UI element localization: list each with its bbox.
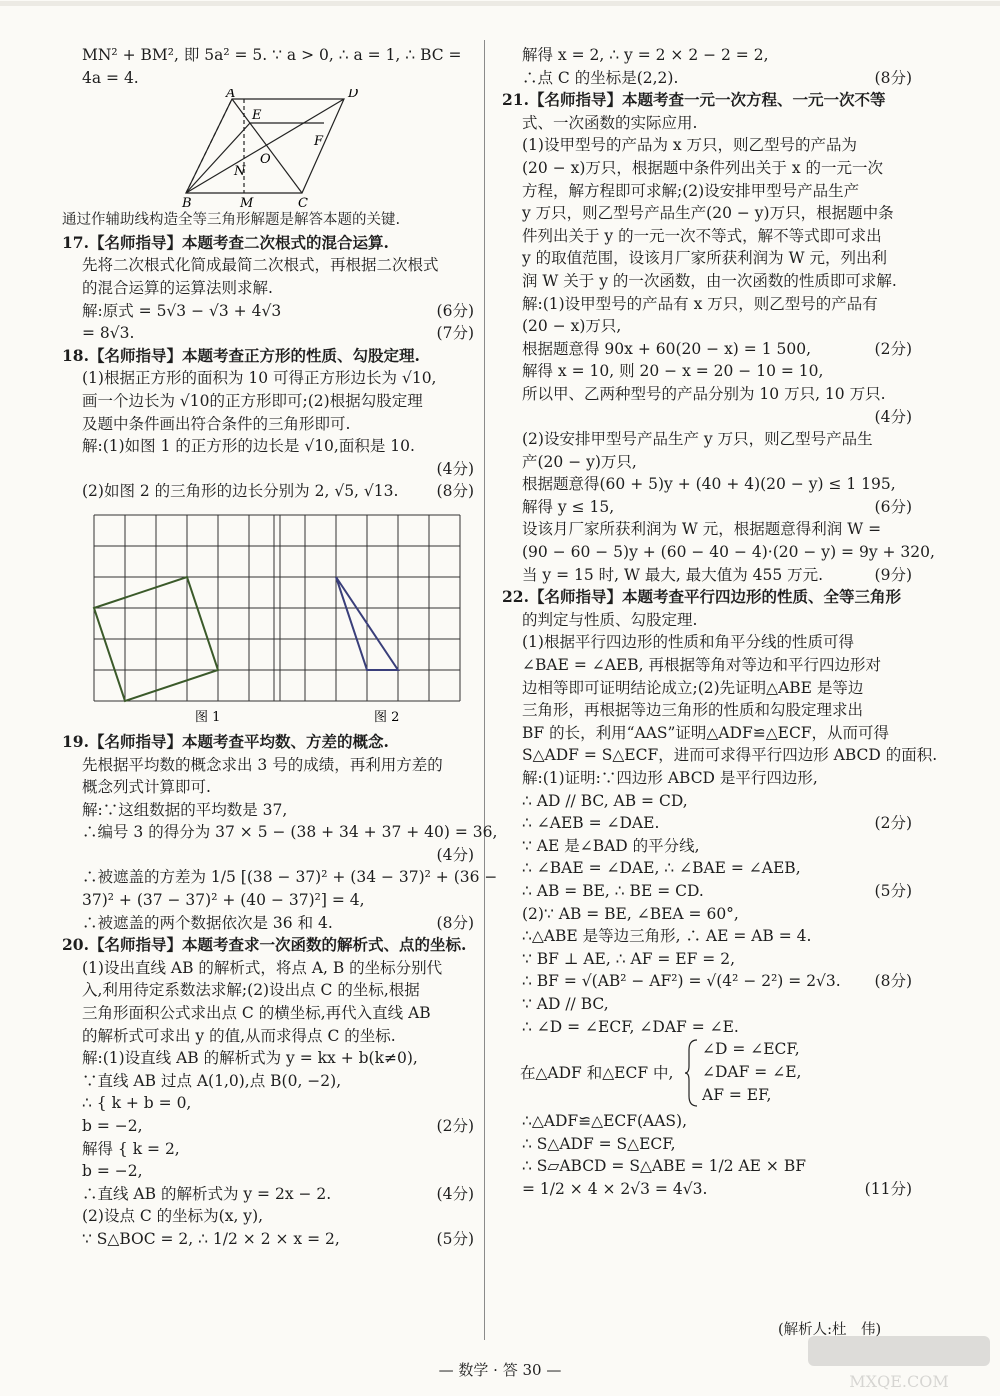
line-text: (2)∵ AB = BE, ∠BEA = 60°, <box>522 904 739 923</box>
text-line <box>502 722 912 745</box>
text-line <box>502 44 912 67</box>
score-marker: (9分) <box>874 565 912 584</box>
line-text: ∴ ∠AEB = ∠DAE. <box>522 814 660 833</box>
text-line <box>62 1092 474 1115</box>
line-text: 三角形面积公式求出点 C 的横坐标,再代入直线 AB <box>82 1004 431 1023</box>
text-line <box>502 564 912 587</box>
score-marker: (4分) <box>436 459 474 478</box>
line-text: (1)设出直线 AB 的解析式，将点 A, B 的坐标分别代 <box>82 958 443 977</box>
text-line <box>502 1178 912 1201</box>
line-text: y 的取值范围，设该月厂家所获利润为 W 元，列出利 <box>522 249 887 268</box>
question-heading <box>62 232 474 255</box>
line-text: ∴△ADF≌△ECF(AAS), <box>522 1112 688 1131</box>
text-line <box>62 44 474 67</box>
label-n: N <box>234 164 246 180</box>
text-line <box>502 428 912 451</box>
text-line <box>62 1047 474 1070</box>
text-line <box>502 1155 912 1178</box>
line-text <box>62 846 82 864</box>
text-line <box>502 744 938 767</box>
text-line <box>502 134 912 157</box>
line-text: BF 的长，利用“AAS”证明△ADF≌△ECF，从而可得 <box>522 723 890 742</box>
score-marker: (7分) <box>436 324 474 343</box>
question-heading <box>62 345 474 368</box>
text-line <box>62 1115 474 1138</box>
text-line <box>62 1025 474 1048</box>
cases-brace <box>685 1038 699 1108</box>
label-c: C <box>298 196 308 210</box>
text-line <box>502 406 912 429</box>
text-line <box>62 1002 474 1025</box>
line-text: 润 W 关于 y 的一次函数，由一次函数的性质即可求解. <box>522 271 897 290</box>
note-line: 通过作辅助线构造全等三角形解题是解答本题的关键. <box>62 212 401 229</box>
text-line <box>62 821 498 844</box>
line-text: 解:∵这组数据的平均数是 37, <box>82 800 288 819</box>
text-line <box>502 338 912 361</box>
score-marker: (6分) <box>874 497 912 516</box>
text-line <box>62 889 474 912</box>
question-heading <box>502 586 912 609</box>
line-text: ∵ BF ⊥ AE, ∴ AF = EF = 2, <box>522 949 736 968</box>
text-line <box>502 925 912 948</box>
text-line <box>62 1205 474 1228</box>
line-text: ∴ ∠D = ∠ECF, ∠DAF = ∠E. <box>522 1017 739 1036</box>
line-text: 18.【名师指导】本题考查正方形的性质、勾股定理. <box>62 345 420 365</box>
line-text <box>502 408 522 426</box>
score-marker: (8分) <box>436 913 474 932</box>
line-text: 解:(1)设直线 AB 的解析式为 y = kx + b(k≠0), <box>82 1049 418 1068</box>
q18 <box>62 345 474 503</box>
line-text: (2)设点 C 的坐标为(x, y), <box>82 1207 264 1226</box>
line-text: 解得 y ≤ 15, <box>522 497 615 516</box>
score-marker: (8分) <box>436 482 474 501</box>
text-line <box>62 957 474 980</box>
line-text: 三角形，再根据等边三角形的性质和勾股定理求出 <box>522 701 864 720</box>
text-line <box>502 767 912 790</box>
label-m: M <box>240 196 254 210</box>
text-line <box>502 451 912 474</box>
text-line <box>502 473 912 496</box>
text-line <box>502 157 912 180</box>
line-text: ∠BAE = ∠AEB, 再根据等角对等边和平行四边形对 <box>522 656 881 675</box>
line-text: ∴ S△ADF = S△ECF, <box>522 1134 676 1153</box>
q19 <box>62 731 498 934</box>
question-heading <box>62 731 474 754</box>
q20-continued <box>502 44 912 89</box>
line-text: 件列出关于 y 的一元一次不等式，解不等式即可求出 <box>522 226 882 245</box>
line-text: 解:(1)设甲型号的产品有 x 万只，则乙型号的产品有 <box>522 294 878 313</box>
line-text: 解:(1)如图 1 的正方形的边长是 √10,面积是 10. <box>82 437 415 456</box>
text-line <box>502 631 912 654</box>
line-text: 22.【名师指导】本题考查平行四边形的性质、全等三角形 <box>502 587 901 607</box>
line-text: 画一个边长为 √10的正方形即可;(2)根据勾股定理 <box>82 391 423 410</box>
line-text: (20 − x)万只，根据题中条件列出关于 x 的一元一次 <box>522 158 883 177</box>
text-line <box>62 322 474 345</box>
line-text: ∴被遮盖的两个数据依次是 36 和 4. <box>82 913 333 932</box>
score-marker: (4分) <box>874 407 912 426</box>
left-column <box>62 44 498 1251</box>
watermark-text: MXQE.COM <box>849 1372 949 1391</box>
grid-figure-1 <box>94 515 280 701</box>
label-e: E <box>252 108 262 124</box>
score-marker: (6分) <box>436 301 474 320</box>
line-text: ∴ AD // BC, AB = CD, <box>522 791 688 810</box>
line-text: ∴ { k + b = 0, <box>82 1094 192 1113</box>
line-text: 当 y = 15 时, W 最大, 最大值为 455 万元. <box>522 565 824 584</box>
line-text: (2)设安排甲型号产品生产 y 万只，则乙型号产品生 <box>522 430 873 449</box>
watermark-logo <box>804 1332 994 1392</box>
line-text: ∴被遮盖的方差为 1/5 [(38 − 37)² + (34 − 37)² + (36 − <box>82 868 498 887</box>
grid-figure-2 <box>274 515 460 701</box>
line-text: 产(20 − y)万只, <box>522 452 637 471</box>
text-line <box>62 458 474 481</box>
page-footer: — 数学 · 答 30 — <box>438 1361 562 1379</box>
q17 <box>62 232 474 345</box>
text-line <box>62 67 474 90</box>
line-text: (1)根据正方形的面积为 10 可得正方形边长为 √10, <box>82 369 437 388</box>
score-marker: (2分) <box>436 1117 474 1135</box>
score-marker: (11分) <box>864 1179 912 1198</box>
grid-figures <box>62 509 474 731</box>
line-text: y 万只，则乙型号产品生产(20 − y)万只，根据题中条 <box>522 204 894 223</box>
label-d: D <box>348 89 359 102</box>
text-line <box>62 1228 474 1251</box>
label-a: A <box>226 89 236 102</box>
line-text: ∵ S△BOC = 2, ∴ 1/2 × 2 × x = 2, <box>82 1229 340 1248</box>
line-text: 19.【名师指导】本题考查平均数、方差的概念. <box>62 731 389 751</box>
text-line <box>62 413 474 436</box>
text-line <box>502 857 912 880</box>
line-text: (1)根据平行四边形的性质和角平分线的性质可得 <box>522 633 854 652</box>
label-o: O <box>260 152 271 168</box>
text-line <box>62 776 474 799</box>
case-1: ∠D = ∠ECF, <box>702 1040 800 1059</box>
line-text: S△ADF = S△ECF，进而可求得平行四边形 ABCD 的面积. <box>522 746 938 765</box>
line-text <box>62 460 82 478</box>
line-text: (20 − x)万只, <box>522 317 622 336</box>
text-line <box>502 970 912 993</box>
case-3: AF = EF, <box>702 1086 772 1105</box>
line-text: 先将二次根式化简成最简二次根式，再根据二次根式 <box>82 256 439 275</box>
text-line <box>502 1110 912 1133</box>
text-line <box>502 315 912 338</box>
text-line <box>502 112 912 135</box>
grid-figures-svg <box>62 509 474 731</box>
line-text: 边相等即可证明结论成立;(2)先证明△ABE 是等边 <box>522 678 864 697</box>
line-text: ∵ AE 是∠BAD 的平分线, <box>522 836 700 855</box>
line-text: 解:原式 = 5√3 − √3 + 4√3 <box>82 301 282 320</box>
question-heading <box>502 89 912 112</box>
line-text: (2)如图 2 的三角形的边长分别为 2, √5, √13. <box>82 482 399 501</box>
score-marker: (2分) <box>874 339 912 358</box>
text-line <box>62 300 474 323</box>
score-marker: (5分) <box>874 881 912 900</box>
line-text: 的混合运算的运算法则求解. <box>82 278 273 297</box>
text-line <box>502 247 912 270</box>
text-line <box>62 480 474 503</box>
text-line <box>62 254 474 277</box>
text-line <box>62 277 474 300</box>
column-divider <box>484 40 485 1340</box>
text-line <box>502 903 912 926</box>
line-text: 入,利用待定系数法求解;(2)设出点 C 的坐标,根据 <box>82 981 420 1000</box>
line-text: 解得 x = 2, ∴ y = 2 × 2 − 2 = 2, <box>522 46 769 64</box>
text-line <box>502 790 912 813</box>
text-line <box>502 541 935 564</box>
score-marker: (2分) <box>874 814 912 833</box>
line-text: 的解析式可求出 y 的值,从而求得点 C 的坐标. <box>82 1026 396 1045</box>
text-line <box>62 367 474 390</box>
text-line <box>62 435 474 458</box>
line-text: ∴编号 3 的得分为 37 × 5 − (38 + 34 + 37 + 40) = 36, <box>82 823 498 842</box>
text-line <box>62 979 474 1002</box>
score-marker: (8分) <box>874 972 912 991</box>
text-line <box>62 1183 474 1206</box>
line-text: ∴ BF = √(AB² − AF²) = √(4² − 2²) = 2√3. <box>522 972 841 991</box>
text-line <box>62 844 474 867</box>
text-line <box>502 654 912 677</box>
q22 <box>502 586 938 1038</box>
text-line <box>502 699 912 722</box>
right-column <box>502 44 938 1201</box>
line-text: ∵ AD // BC, <box>522 994 609 1013</box>
analyst-credit: (解析人:杜 伟) <box>778 1322 882 1338</box>
text-line <box>62 1138 474 1161</box>
text-line <box>502 812 912 835</box>
line-text: 式、一次函数的实际应用. <box>522 113 698 132</box>
label-b: B <box>182 196 192 210</box>
line-text: 37)² + (37 − 37)² + (40 − 37)²] = 4, <box>82 891 365 910</box>
text-line <box>62 866 498 889</box>
text-line <box>502 67 912 90</box>
line-text: ∴ AB = BE, ∴ BE = CD. <box>522 881 704 900</box>
line-text: 概念列式计算即可. <box>82 778 211 797</box>
text-line <box>502 518 912 541</box>
line-text: ∴△ABE 是等边三角形, ∴ AE = AB = 4. <box>522 927 812 946</box>
line-text: 所以甲、乙两种型号的产品分别为 10 万只, 10 万只. <box>522 384 886 403</box>
line-text: = 8√3. <box>82 324 135 343</box>
line-text: = 1/2 × 4 × 2√3 = 4√3. <box>522 1179 708 1198</box>
line-text: 根据题意得(60 + 5)y + (40 + 4)(20 − y) ≤ 1 195, <box>522 475 896 494</box>
q20 <box>62 934 474 1250</box>
line-text: 4a = 4. <box>82 68 139 87</box>
score-marker: (4分) <box>436 845 474 864</box>
line-text: 先根据平均数的概念求出 3 号的成绩，再利用方差的 <box>82 755 443 774</box>
line-text: ∴ S▱ABCD = S△ABE = 1/2 AE × BF <box>522 1157 806 1176</box>
line-text: 17.【名师指导】本题考查二次根式的混合运算. <box>62 232 389 252</box>
text-line <box>62 1070 474 1093</box>
case-2: ∠DAF = ∠E, <box>702 1063 802 1082</box>
text-line <box>62 754 474 777</box>
question-heading <box>62 934 474 957</box>
parallelogram-diagram <box>62 89 474 209</box>
line-text: 20.【名师指导】本题考查求一次函数的解析式、点的坐标. <box>62 935 467 955</box>
text-line <box>62 390 474 413</box>
line-text: ∴直线 AB 的解析式为 y = 2x − 2. <box>82 1184 332 1203</box>
parallelogram-figure <box>62 89 474 209</box>
text-line <box>502 835 912 858</box>
label-f: F <box>314 134 324 150</box>
line-text: 根据题意得 90x + 60(20 − x) = 1 500, <box>522 339 811 358</box>
text-line <box>502 677 912 700</box>
line-text: 21.【名师指导】本题考查一元一次方程、一元一次不等 <box>502 90 886 110</box>
line-text: (90 − 60 − 5)y + (60 − 40 − 4)·(20 − y) = 9y + 320, <box>522 543 935 562</box>
cases-intro: 在△ADF 和△ECF 中, <box>520 1064 674 1083</box>
line-text: b = −2, <box>82 1117 143 1135</box>
line-text: 方程，解方程即可求解;(2)设安排甲型号产品生产 <box>522 181 860 200</box>
q21 <box>502 89 935 586</box>
line-text: (1)设甲型号的产品为 x 万只，则乙型号的产品为 <box>522 136 858 155</box>
text-line <box>502 383 912 406</box>
text-line <box>502 202 912 225</box>
line-text: 及题中条件画出符合条件的三角形即可. <box>82 414 351 433</box>
text-line <box>502 270 912 293</box>
line-text: ∴ ∠BAE = ∠DAE, ∴ ∠BAE = ∠AEB, <box>522 859 801 878</box>
line-text: 解得 { k = 2, <box>82 1139 180 1158</box>
text-line <box>502 609 912 632</box>
text-line <box>62 912 474 935</box>
line-text: ∵直线 AB 过点 A(1,0),点 B(0, −2), <box>82 1071 342 1090</box>
q16-tail <box>62 44 474 89</box>
text-line <box>62 799 474 822</box>
line-text: 的判定与性质、勾股定理. <box>522 610 698 629</box>
segment-be <box>186 123 250 193</box>
text-line <box>502 293 912 316</box>
text-line <box>502 1016 912 1039</box>
score-marker: (4分) <box>436 1184 474 1203</box>
text-line <box>62 1160 474 1183</box>
cases-block <box>502 1038 912 1110</box>
text-line <box>502 180 912 203</box>
text-line <box>502 225 912 248</box>
line-text: MN² + BM², 即 5a² = 5. ∵ a > 0, ∴ a = 1, ∴ BC = <box>82 46 462 64</box>
fig1-caption: 图 1 <box>195 709 221 725</box>
fig2-caption: 图 2 <box>374 709 400 725</box>
top-edge-watermark <box>0 0 1000 14</box>
text-line <box>502 360 912 383</box>
line-text: 解得 x = 10, 则 20 − x = 20 − 10 = 10, <box>522 362 824 381</box>
score-marker: (5分) <box>436 1229 474 1248</box>
line-text: 设该月厂家所获利润为 W 元，根据题意得利润 W = <box>522 520 882 539</box>
text-line <box>502 496 912 519</box>
q22-tail <box>502 1110 912 1200</box>
line-text: ∴点 C 的坐标是(2,2). <box>522 68 679 87</box>
line-text: b = −2, <box>82 1162 143 1181</box>
text-line <box>502 880 912 903</box>
line-text: 解:(1)证明:∵四边形 ABCD 是平行四边形, <box>522 769 818 787</box>
text-line <box>502 993 912 1016</box>
text-line <box>502 1133 912 1156</box>
text-line <box>502 948 912 971</box>
score-marker: (8分) <box>874 68 912 87</box>
